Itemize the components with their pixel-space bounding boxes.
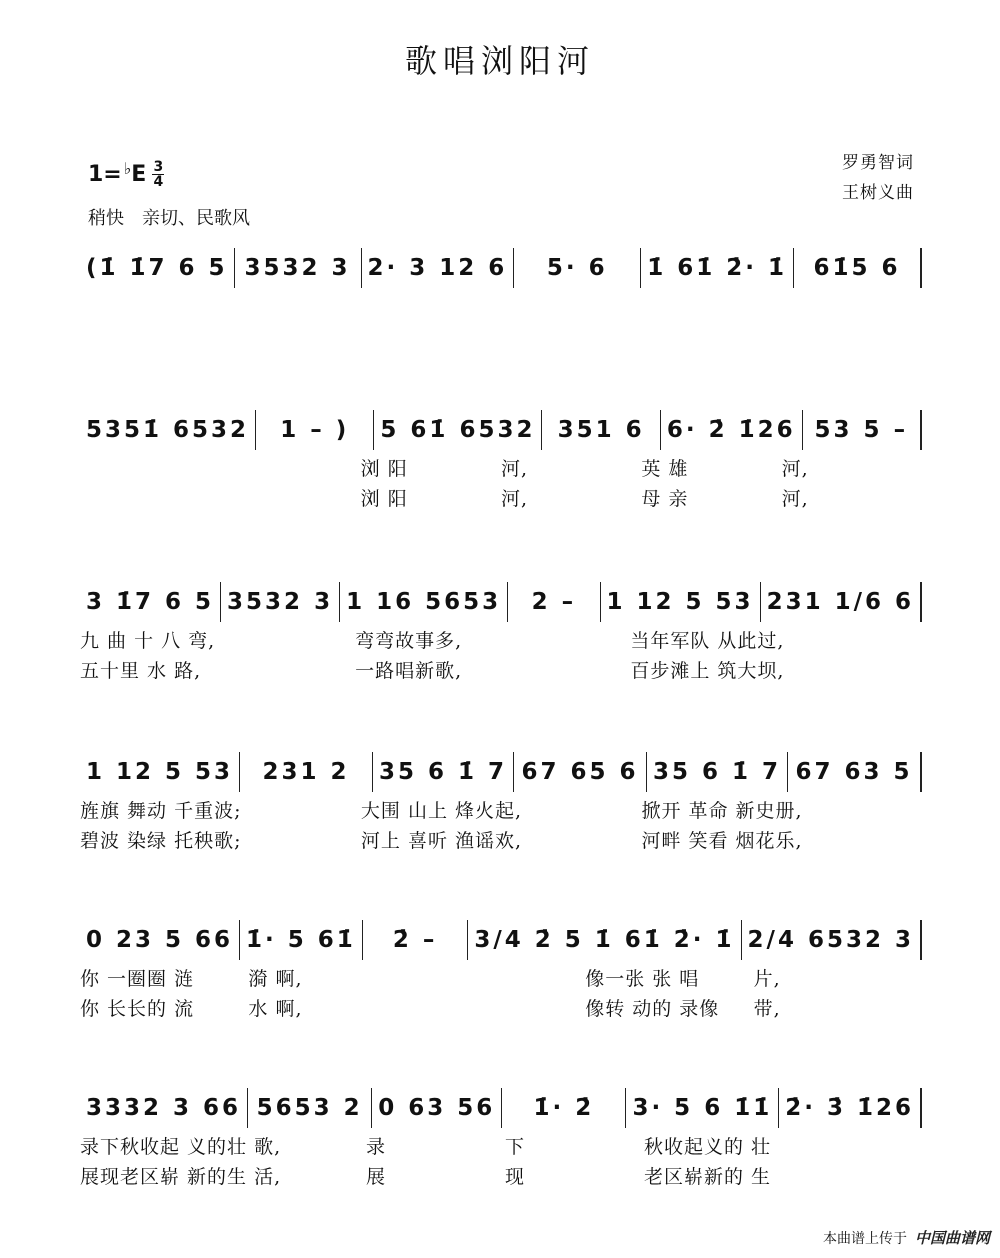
lyric-segment: 展 [366,1165,387,1188]
note-row [80,408,922,452]
measure [514,248,641,288]
time-signature [152,160,164,189]
measure-notes: 67 63 5 [795,759,913,785]
score-system [80,408,922,512]
lyric-segment: 秋收起义的 壮 [644,1135,772,1158]
measure-notes: 3 1̇7 6 5 [86,589,215,615]
measure [235,248,362,288]
lyric-segment: 碧波 染绿 托秧歌; [80,829,242,852]
lyric-segment: 弯弯故事多, [355,629,463,652]
lyric-segment: 下 [505,1135,526,1158]
measure-notes: 1̇· 2̇ [533,1095,595,1121]
measure [373,752,514,792]
measure [248,1088,372,1128]
key-prefix: 1= [88,162,122,187]
measure [80,1088,248,1128]
measure-notes: 3332 3 66 [86,1095,242,1121]
measure [641,248,794,288]
measure-notes: 3/4 2̇ 5 1̇ 61̇ 2̇· 1̇ [474,927,735,953]
note-row [80,246,922,290]
note-row [80,1086,922,1130]
measure-notes: 2/4 6532 3 [747,927,914,953]
lyric-segment: 河, [781,487,809,510]
lyric-segment: 水 啊, [248,997,303,1020]
lyric-segment: 一路唱新歌, [355,659,463,682]
measure [80,582,221,622]
measure-notes: 5 61̇ 6532 [380,417,536,443]
key-signature [88,160,164,189]
measure [362,248,515,288]
measure [363,920,469,960]
measure [80,410,256,450]
meter-bottom: 4 [153,174,164,190]
measure-notes: (1̇ 1̇7 6 5 [86,255,228,281]
lyric-segment: 掀开 革命 新史册, [641,799,803,822]
measure [779,1088,922,1128]
flat-sign: ♭ [123,159,132,178]
measure-notes: 351 6 [557,417,645,443]
measure-notes: 231 2 [262,759,350,785]
measure-notes: 5351̇ 6532 [86,417,250,443]
lyric-segment: 河上 喜听 渔谣欢, [360,829,523,852]
measure-notes: 2̇ – [392,927,438,953]
lyric-segment: 河, [500,487,529,510]
measure-notes: 35 6 1̇ 7 [653,759,782,785]
lyric-segment: 百步滩上 筑大坝, [630,659,785,682]
note-row [80,580,922,624]
footer [823,1227,990,1248]
lyric-segment: 像转 动的 录像 [585,997,720,1020]
score-system [80,580,922,684]
measure-notes: 0 23 5 66 [86,927,234,953]
lyric-segment: 生 活, [227,1165,282,1188]
measure-notes: 61̇5 6 [813,255,901,281]
lyric-segment: 你 一圈圈 涟 [80,967,195,990]
measure-notes: 35 6 1̇ 7 [379,759,508,785]
score-system [80,1086,922,1190]
measure [508,582,600,622]
measure [761,582,922,622]
lyric-segment: 河, [781,457,809,480]
lyric-line-2 [80,1160,922,1190]
measure [374,410,542,450]
lyric-segment: 浏 阳 [360,457,408,480]
measure-notes: 2 – [531,589,577,615]
measure-notes: 3532 3 [244,255,351,281]
measure [80,248,235,288]
lyric-segment: 展现老区崭 新的 [80,1165,228,1188]
measure-notes: 6· 2̇ 1̇26 [666,417,796,443]
score-system [80,918,922,1022]
lyric-segment: 漪 啊, [248,967,303,990]
site-logo: 中国曲谱网 [914,1229,990,1247]
measure [221,582,340,622]
lyric-segment: 河, [500,457,529,480]
measure-notes: 67 65 6 [521,759,639,785]
lyric-line-1 [80,624,922,654]
lyric-segment: 浏 阳 [360,487,408,510]
note-row [80,750,922,794]
lyric-segment: 五十里 水 路, [80,659,202,682]
measure-notes: 2· 3 12 6 [367,255,508,281]
measure-notes: 3· 5 6 1̇1̇ [632,1095,773,1121]
score-system [80,750,922,854]
note-row [80,918,922,962]
lyric-line-2 [80,482,922,512]
lyricist-credit: 罗勇智词 [842,153,914,173]
song-title: 歌唱浏阳河 [404,42,595,80]
lyric-segment: 当年军队 从此过, [630,629,785,652]
score-system [80,246,922,290]
lyric-segment: 九 曲 十 八 弯, [80,629,216,652]
measure [601,582,761,622]
measure [647,752,788,792]
lyric-line-1 [80,452,922,482]
meter-top: 3 [153,159,164,175]
measure-notes: 1 16 5653 [346,589,502,615]
measure [742,920,922,960]
lyric-line-2 [80,824,922,854]
measure [542,410,660,450]
measure [80,920,240,960]
measure [80,752,240,792]
measure-notes: 3532 3 [227,589,334,615]
lyric-segment: 大围 山上 烽火起, [360,799,523,822]
lyric-line-1 [80,1130,922,1160]
lyric-line-2 [80,992,922,1022]
lyric-segment: 母 亲 [641,487,689,510]
measure [240,920,363,960]
measure-notes: 5653 2 [256,1095,363,1121]
measure-notes: 0 63 56 [378,1095,496,1121]
lyric-segment: 片, [753,967,781,990]
lyric-segment: 带, [753,997,781,1020]
upload-label: 本曲谱上传于 [822,1230,907,1247]
measure-notes: 5· 6 [546,255,608,281]
measure-notes: 1 12 5 53 [606,589,754,615]
measure-notes: 53 5 – [814,417,909,443]
lyric-segment: 录下秋收起 义的 [80,1135,228,1158]
lyric-segment: 你 长长的 流 [80,997,195,1020]
composer-credit: 王树义曲 [842,183,914,203]
measure-notes: 1 – ) [280,417,350,443]
measure-notes: 231 1/6 6 [766,589,914,615]
measure [794,248,922,288]
measure [502,1088,626,1128]
measure-notes: 1̇ 61̇ 2̇· 1̇ [647,255,788,281]
lyric-line-1 [80,794,922,824]
measure [340,582,508,622]
tempo-marking: 稍快 亲切、民歌风 [88,208,250,229]
lyric-line-2 [80,654,922,684]
measure [514,752,647,792]
lyric-segment: 旌旗 舞动 千重波; [80,799,242,822]
measure [240,752,373,792]
lyric-segment: 英 雄 [641,457,689,480]
lyric-segment: 老区崭新的 生 [644,1165,772,1188]
measure [803,410,922,450]
key-letter: E [131,162,147,187]
measure-notes: 2̇· 3̇ 1̇26 [785,1095,914,1121]
lyric-segment: 像一张 张 唱 [585,967,700,990]
measure-notes: 1̇· 5 61̇ [246,927,356,953]
measure [372,1088,502,1128]
measure-notes: 1 12 5 53 [86,759,234,785]
measure [256,410,374,450]
measure [468,920,741,960]
measure [626,1088,779,1128]
measure [788,752,922,792]
measure [661,410,803,450]
lyric-line-1 [80,962,922,992]
lyric-segment: 录 [366,1135,387,1158]
lyric-segment: 壮 歌, [227,1135,282,1158]
lyric-segment: 现 [505,1165,526,1188]
lyric-segment: 河畔 笑看 烟花乐, [641,829,803,852]
